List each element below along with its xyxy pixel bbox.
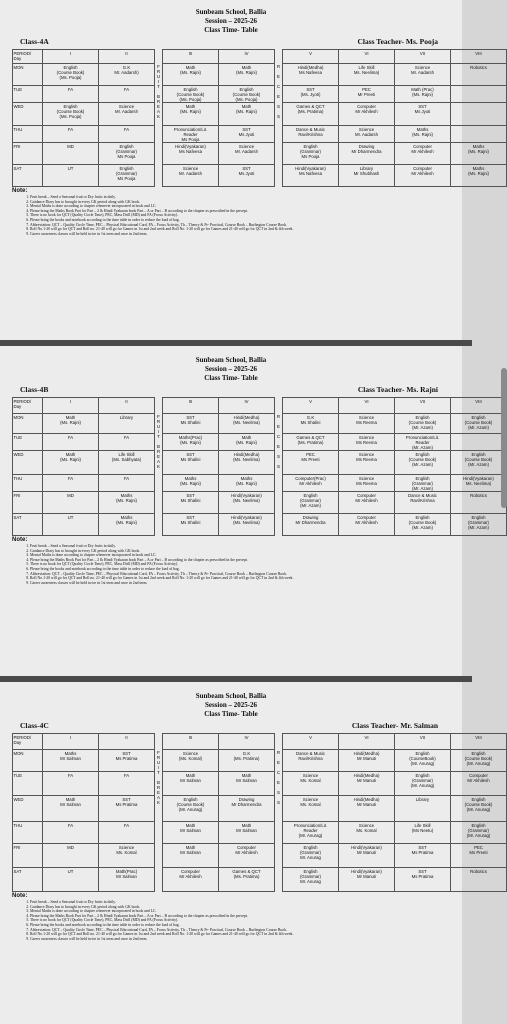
- period-day-header: PERIOD/ Day: [13, 734, 43, 750]
- lesson-cell: SST Ms Shalini: [163, 451, 219, 475]
- lesson-cell: MD: [43, 844, 99, 868]
- lesson-cell: Maths (Ms. Rajni): [99, 492, 155, 514]
- note-item: 2. Guidance Diary has to brought in every GK period along with GK book.: [30, 905, 450, 910]
- lesson-cell: Math (Ms. Rajni): [43, 414, 99, 434]
- notes-list: [12, 195, 450, 236]
- recess-column: R E C E S S: [275, 750, 283, 892]
- lesson-cell: Library Mr Shubhash: [339, 165, 395, 187]
- table-row: [13, 772, 507, 796]
- table-row: [13, 143, 507, 165]
- break-column-header: [275, 398, 283, 414]
- lesson-cell: Games & QCT (Ms. Pratima): [283, 103, 339, 126]
- lesson-cell: UT: [43, 868, 99, 892]
- lesson-cell: English (Grammar) (Mr. Anurag): [451, 822, 507, 844]
- period-header: V: [283, 734, 339, 750]
- lesson-cell: English (Course Book) (Mr. Anurag): [163, 796, 219, 822]
- lesson-cell: English (Grammar) Ms Pooja: [99, 143, 155, 165]
- notes-label: Note:: [12, 188, 28, 194]
- table-row: [13, 434, 507, 451]
- day-cell: WED: [13, 451, 43, 475]
- day-cell: SAT: [13, 868, 43, 892]
- lesson-cell: Drawing Mr Dharmendra: [219, 796, 275, 822]
- note-item: 3. Mental Maths is done according to chapter whenever incorporated in book and LC.: [30, 553, 450, 558]
- lesson-cell: SST Ms Pratima: [99, 796, 155, 822]
- period-header: V: [283, 398, 339, 414]
- lesson-cell: FA: [99, 434, 155, 451]
- lesson-cell: FA: [43, 86, 99, 103]
- table-row: [13, 822, 507, 844]
- note-item: 4. Please bring the Maths Book Part for Part – 2 & Hindi Vyakaran book Part – A or Part – B according to the chapter as prescribed in the precept.: [30, 914, 450, 919]
- lesson-cell: Games & QCT (Ms. Pratima): [219, 868, 275, 892]
- lesson-cell: SST Ms Shalini: [163, 514, 219, 536]
- lesson-cell: Computer Mr Akhilesh: [219, 844, 275, 868]
- class-teacher: Class Teacher- Ms. Rajni: [357, 385, 438, 394]
- lesson-cell: FA: [99, 86, 155, 103]
- lesson-cell: Hindi(Vyakaran) (Ms. Neelima): [219, 514, 275, 536]
- period-header: III: [163, 734, 219, 750]
- lesson-cell: Math(Prac) Mr Salman: [99, 868, 155, 892]
- note-item: 6. Please bring the books and notebook according to the time table in order to reduce the load of bag.: [30, 218, 450, 223]
- lesson-cell: English (Course Book) (Ms. Pooja): [43, 64, 99, 86]
- lesson-cell: Math Mr Salman: [163, 772, 219, 796]
- lesson-cell: Science (Ms. Komal): [163, 750, 219, 772]
- session-label: Session – 2025-26: [204, 17, 258, 25]
- table-row: [13, 414, 507, 434]
- note-item: 6. Please bring the books and notebook according to the time table in order to reduce the load of bag.: [30, 567, 450, 572]
- lesson-cell: English (Course Book) (Mr. Azam): [395, 414, 451, 434]
- lesson-cell: UT: [43, 165, 99, 187]
- period-header: II: [99, 398, 155, 414]
- timetable-title: Class Time- Table: [204, 710, 258, 718]
- note-item: 9. Career awareness classes will be held twice in 1st term and once in 2nd term.: [30, 937, 450, 942]
- lesson-cell: PEC Ms Preeti: [283, 451, 339, 475]
- day-cell: MON: [13, 64, 43, 86]
- lesson-cell: FA: [43, 434, 99, 451]
- lesson-cell: G.K (Ms. Pratima): [219, 750, 275, 772]
- lesson-cell: Computer(Prac) Mr Akhilesh: [283, 475, 339, 492]
- period-header: III: [163, 50, 219, 64]
- lesson-cell: Math (Ms. Rajni): [219, 64, 275, 86]
- lesson-cell: FA: [99, 822, 155, 844]
- lesson-cell: Maths (Ms. Rajni): [99, 514, 155, 536]
- day-cell: SAT: [13, 165, 43, 187]
- day-cell: WED: [13, 103, 43, 126]
- lesson-cell: Science Mr. Aadarsh: [163, 165, 219, 187]
- lesson-cell: English (Course Book) (Mr. Anurag): [451, 750, 507, 772]
- period-header: V: [283, 50, 339, 64]
- lesson-cell: MD: [43, 492, 99, 514]
- period-header: VII: [395, 398, 451, 414]
- timetable-page-4c: [0, 682, 493, 1024]
- lesson-cell: English (Course Book) (Mr. Azam): [451, 414, 507, 434]
- day-cell: FRI: [13, 492, 43, 514]
- lesson-cell: Science Ms. Komal: [283, 796, 339, 822]
- scrollbar[interactable]: [501, 368, 507, 508]
- note-item: 4. Please bring the Maths Book Part for Part – 2 & Hindi Vyakaran book Part – A or Part – B according to the chapter as prescribed in the precept.: [30, 558, 450, 563]
- lesson-cell: Science Mr. Aadarsh: [339, 126, 395, 143]
- class-label: Class-4A: [20, 37, 49, 46]
- fruit-break-column: F R U I T B R E A K: [155, 414, 163, 536]
- lesson-cell: Math (Ms. Rajni): [163, 103, 219, 126]
- lesson-cell: G.K Ms Shalini: [283, 414, 339, 434]
- lesson-cell: Hindi(Vyakaran) Mr Manuti: [339, 868, 395, 892]
- lesson-cell: SST Ms Shalini: [163, 414, 219, 434]
- lesson-cell: FA: [43, 126, 99, 143]
- lesson-cell: English (Grammar) (Mr. Azam): [395, 475, 451, 492]
- fruit-break-column: F R U I T B R E A K: [155, 750, 163, 892]
- lesson-cell: Hindi(Vyakaran) Ms Nafeesa: [163, 143, 219, 165]
- lesson-cell: Computer Mr Akhilesh: [395, 165, 451, 187]
- lesson-cell: Computer Mr Akhilesh: [451, 772, 507, 796]
- table-row: [13, 64, 507, 86]
- lesson-cell: Math Mr Salman: [219, 772, 275, 796]
- lesson-cell: Math (Ms. Rajni): [219, 434, 275, 451]
- break-column-header: [275, 734, 283, 750]
- break-column-header: [275, 50, 283, 64]
- session-label: Session – 2025-26: [204, 701, 258, 709]
- day-cell: SAT: [13, 514, 43, 536]
- lesson-cell: Dance & Music Ravi/Krishna: [283, 126, 339, 143]
- lesson-cell: Maths (Ms. Rajni): [451, 143, 507, 165]
- lesson-cell: Maths Mr Salman: [43, 750, 99, 772]
- break-column-header: [155, 398, 163, 414]
- day-cell: THU: [13, 475, 43, 492]
- table-row: [13, 126, 507, 143]
- lesson-cell: Games & QCT (Ms. Pratima): [283, 434, 339, 451]
- lesson-cell: Maths (Ms. Rajni): [395, 126, 451, 143]
- period-header: VIII: [451, 734, 507, 750]
- class-heading-row: [0, 35, 462, 49]
- timetable-title: Class Time- Table: [204, 26, 258, 34]
- notes-block: [12, 892, 450, 941]
- note-item: 7. Abbreviation: QCT – Quality Circle Time, PEC – Physical Educational Card, FA – Focus Activity, Th – Theory & Pr- Practical, Course Book – Burlington Course Book.: [30, 572, 450, 577]
- period-header: VI: [339, 734, 395, 750]
- lesson-cell: Life Skill (Ms. Sabhyata): [99, 451, 155, 475]
- timetable-page-4b: [0, 346, 494, 676]
- lesson-cell: English (Course Book) (Mr. Azam): [395, 514, 451, 536]
- class-teacher: Class Teacher- Mr. Salman: [351, 721, 438, 730]
- lesson-cell: Math Mr Salman: [43, 796, 99, 822]
- period-header: I: [43, 398, 99, 414]
- lesson-cell: Science Ms. Komal: [339, 822, 395, 844]
- lesson-cell: English (Grammar) Mr. Anurag: [283, 844, 339, 868]
- lesson-cell: FA: [43, 772, 99, 796]
- lesson-cell: Library: [99, 414, 155, 434]
- period-header: I: [43, 50, 99, 64]
- lesson-cell: Science Mr. Aadarsh: [99, 103, 155, 126]
- lesson-cell: FA: [99, 475, 155, 492]
- note-item: 5. There is no book for QCT (Quality Circle Time), PEC, Mass Drill (MD) and FA (Focus Activity).: [30, 918, 450, 923]
- empty-cell: [451, 103, 507, 126]
- lesson-cell: English (Grammar) Mr. Anurag: [283, 868, 339, 892]
- note-item: 1. Fruit break – Send a Seasonal fruit or Dry fruits in daily.: [30, 544, 450, 549]
- lesson-cell: Math (Ms. Rajni): [163, 64, 219, 86]
- day-cell: THU: [13, 126, 43, 143]
- lesson-cell: Drawing Mr Dharmendra: [283, 514, 339, 536]
- table-row: [13, 475, 507, 492]
- empty-cell: [451, 86, 507, 103]
- lesson-cell: English (Course Book) (Ms. Pooja): [219, 86, 275, 103]
- period-header: VIII: [451, 398, 507, 414]
- lesson-cell: SST Ms Jyoti: [219, 165, 275, 187]
- timetable-table: [12, 49, 507, 187]
- lesson-cell: Science Mr. Aadarsh: [395, 64, 451, 86]
- period-header: VII: [395, 50, 451, 64]
- note-item: 7. Abbreviation: QCT – Quality Circle Time, PEC – Physical Educational Card, FA – Focus Activity, Th – Theory & Pr- Practical, Course Book – Burlington Course Book.: [30, 223, 450, 228]
- notes-list: [12, 544, 450, 585]
- lesson-cell: Computer Mr Akhilesh: [395, 143, 451, 165]
- day-cell: FRI: [13, 143, 43, 165]
- table-row: [13, 492, 507, 514]
- lesson-cell: Life Skill Ms. Neelima): [339, 64, 395, 86]
- lesson-cell: Math Mr Salman: [163, 844, 219, 868]
- lesson-cell: SST Ms Pratima: [395, 868, 451, 892]
- lesson-cell: SST Ms Shalini: [163, 492, 219, 514]
- lesson-cell: Pronunciation/Lit. Reader (Mr. Anurag): [283, 822, 339, 844]
- lesson-cell: G.K Mr. Aadarsh): [99, 64, 155, 86]
- note-item: 7. Abbreviation: QCT – Quality Circle Time, PEC – Physical Educational Card, FA – Focus Activity, Th – Theory & Pr- Practical, Course Book – Burlington Course Book.: [30, 928, 450, 933]
- lesson-cell: Library: [395, 796, 451, 822]
- lesson-cell: Science Mr. Aadarsh: [219, 143, 275, 165]
- lesson-cell: Hindi(Medha) Ms Nafeesa: [283, 64, 339, 86]
- lesson-cell: Maths (Ms. Rajni): [163, 475, 219, 492]
- lesson-cell: Hindi(Medha) Mr Manuti: [339, 796, 395, 822]
- table-row: [13, 514, 507, 536]
- lesson-cell: FA: [43, 822, 99, 844]
- lesson-cell: Robotics: [451, 868, 507, 892]
- note-item: 8. Roll No.1-20 will go for QCT and Roll no. 21-40 will go for Games in 1st and 2nd week and Roll No. 1-20 will go for Games and 21-40 will go for QCT in 2nd & 4th week.: [30, 932, 450, 937]
- note-item: 8. Roll No.1-20 will go for QCT and Roll no. 21-40 will go for Games in 1st and 2nd week and Roll No. 1-20 will go for Games and 21-40 will go for QCT in 2nd & 4th week.: [30, 576, 450, 581]
- timetable-title: Class Time- Table: [204, 374, 258, 382]
- lesson-cell: SST Ms Jyoti: [395, 103, 451, 126]
- notes-block: [12, 536, 450, 585]
- table-header-row: [13, 398, 507, 414]
- lesson-cell: English (Course Book) (Mr. Anurag): [451, 796, 507, 822]
- lesson-cell: Math (Ms. Rajni): [43, 451, 99, 475]
- note-item: 9. Career awareness classes will be held twice in 1st term and once in 2nd term.: [30, 581, 450, 586]
- lesson-cell: English (Grammar) (Mr. Anurag): [395, 772, 451, 796]
- table-row: [13, 796, 507, 822]
- table-row: [13, 844, 507, 868]
- notes-block: [12, 187, 450, 236]
- recess-column: R E C E S S: [275, 414, 283, 536]
- recess-column: R E C E S S: [275, 64, 283, 187]
- lesson-cell: Dance & Music Ravi/Krishna: [283, 750, 339, 772]
- lesson-cell: Hindi(Vyakaran) Ms. Neelima): [451, 475, 507, 492]
- lesson-cell: SST Ms Jyoti: [219, 126, 275, 143]
- note-item: 2. Guidance Diary has to brought in every GK period along with GK book.: [30, 549, 450, 554]
- period-header: I: [43, 734, 99, 750]
- day-cell: MON: [13, 750, 43, 772]
- note-item: 5. There is no book for QCT (Quality Circle Time), PEC, Mass Drill (MD) and FA (Focus Activity).: [30, 213, 450, 218]
- period-header: VI: [339, 398, 395, 414]
- note-item: 1. Fruit break – Send a Seasonal fruit or Dry fruits in daily.: [30, 195, 450, 200]
- lesson-cell: Math (Prac) (Ms. Rajni): [395, 86, 451, 103]
- timetable-table: [12, 397, 507, 536]
- period-header: IV: [219, 50, 275, 64]
- lesson-cell: English (Course Book) (Ms. Pooja): [163, 86, 219, 103]
- note-item: 6. Please bring the books and notebook according to the time table in order to reduce the load of bag.: [30, 923, 450, 928]
- class-label: Class-4B: [20, 385, 49, 394]
- lesson-cell: MD: [43, 143, 99, 165]
- break-column-header: [155, 50, 163, 64]
- period-header: II: [99, 50, 155, 64]
- empty-cell: [451, 126, 507, 143]
- period-header: II: [99, 734, 155, 750]
- lesson-cell: PEC Ms Preeti: [451, 844, 507, 868]
- period-header: IV: [219, 734, 275, 750]
- lesson-cell: Science Ms Reema: [339, 451, 395, 475]
- lesson-cell: English (Grammar) Ms Pooja: [283, 143, 339, 165]
- day-cell: TUE: [13, 86, 43, 103]
- table-row: [13, 451, 507, 475]
- table-row: [13, 86, 507, 103]
- lesson-cell: SST (Ms. Jyoti): [283, 86, 339, 103]
- school-name: Sunbeam School, Ballia: [195, 8, 267, 16]
- notes-list: [12, 900, 450, 941]
- lesson-cell: English (Grammar) (Mr. Azam): [451, 514, 507, 536]
- lesson-cell: Maths(Prac) (Ms. Rajni): [163, 434, 219, 451]
- class-label: Class-4C: [20, 721, 49, 730]
- lesson-cell: Hindi(Medha) (Ms. Neelima): [219, 414, 275, 434]
- lesson-cell: English (Course Book) (Ms. Pooja): [43, 103, 99, 126]
- note-item: 3. Mental Maths is done according to chapter whenever incorporated in book and LC.: [30, 909, 450, 914]
- lesson-cell: Hindi(Vyakaran) (Ms. Neelima): [219, 492, 275, 514]
- period-day-header: PERIOD/ Day: [13, 398, 43, 414]
- lesson-cell: Computer Mr Akhilesh: [339, 492, 395, 514]
- break-column-header: [155, 734, 163, 750]
- timetable-page-4a: [0, 0, 489, 340]
- note-item: 9. Career awareness classes will be held twice in 1st term and once in 2nd term.: [30, 232, 450, 237]
- lesson-cell: Computer Mr Akhilesh: [339, 103, 395, 126]
- table-row: [13, 750, 507, 772]
- lesson-cell: Science Ms Reema: [339, 414, 395, 434]
- lesson-cell: Science Ms. Komal: [283, 772, 339, 796]
- lesson-cell: Math Mr Salman: [163, 822, 219, 844]
- lesson-cell: Hindi(Medha) Mr Manuti: [339, 750, 395, 772]
- lesson-cell: English (Course Book) (Mr. Azam): [451, 451, 507, 475]
- lesson-cell: FA: [43, 475, 99, 492]
- day-cell: WED: [13, 796, 43, 822]
- table-header-row: [13, 734, 507, 750]
- table-row: [13, 868, 507, 892]
- lesson-cell: Maths (Ms. Rajni): [219, 475, 275, 492]
- table-row: [13, 103, 507, 126]
- day-cell: TUE: [13, 772, 43, 796]
- lesson-cell: Computer Mr Akhilesh: [339, 514, 395, 536]
- lesson-cell: Dance & Music Ravi/Krishna: [395, 492, 451, 514]
- class-heading-row: [0, 719, 462, 733]
- lesson-cell: FA: [99, 772, 155, 796]
- lesson-cell: English (CourseBook) (Mr. Anurag): [395, 750, 451, 772]
- period-header: VII: [395, 734, 451, 750]
- table-header-row: [13, 50, 507, 64]
- period-header: III: [163, 398, 219, 414]
- lesson-cell: English (Grammar) (Mr. Azam): [283, 492, 339, 514]
- table-row: [13, 165, 507, 187]
- lesson-cell: PEC Mr Preeti: [339, 86, 395, 103]
- school-name: Sunbeam School, Ballia: [195, 692, 267, 700]
- lesson-cell: Life Skill (Ms Neetu): [395, 822, 451, 844]
- lesson-cell: Hindi(Vyakaran) Ms Nafeesa: [283, 165, 339, 187]
- empty-cell: [451, 434, 507, 451]
- class-teacher: Class Teacher- Ms. Pooja: [357, 37, 438, 46]
- day-cell: THU: [13, 822, 43, 844]
- lesson-cell: Drawing Mr Dharmendra: [339, 143, 395, 165]
- timetable-table: [12, 733, 507, 892]
- lesson-cell: Hindi(Vyakaran) Mr Manuti: [339, 844, 395, 868]
- note-item: 1. Fruit break – Send a Seasonal fruit or Dry fruits in daily.: [30, 900, 450, 905]
- lesson-cell: Science Ms Reema: [339, 475, 395, 492]
- notes-label: Note:: [12, 537, 28, 543]
- lesson-cell: Hindi(Medha) (Ms. Neelima): [219, 451, 275, 475]
- note-item: 3. Mental Maths is done according to chapter whenever incorporated in book and LC.: [30, 204, 450, 209]
- day-cell: FRI: [13, 844, 43, 868]
- lesson-cell: SST Ms Pratima: [395, 844, 451, 868]
- period-header: VIII: [451, 50, 507, 64]
- class-heading-row: [0, 383, 462, 397]
- note-item: 5. There is no book for QCT (Quality Circle Time), PEC, Mass Drill (MD) and FA (Focus Activity).: [30, 562, 450, 567]
- lesson-cell: Math Mr Salman: [219, 822, 275, 844]
- lesson-cell: English (Grammar) Ms Pooja: [99, 165, 155, 187]
- period-header: IV: [219, 398, 275, 414]
- lesson-cell: Robotics: [451, 64, 507, 86]
- day-cell: MON: [13, 414, 43, 434]
- lesson-cell: SST Ms Pratima: [99, 750, 155, 772]
- lesson-cell: Science Ms. Komal: [99, 844, 155, 868]
- lesson-cell: UT: [43, 514, 99, 536]
- note-item: 8. Roll No.1-20 will go for QCT and Roll no. 21-40 will go for Games in 1st and 2nd week and Roll No. 1-20 will go for Games and 21-40 will go for QCT in 2nd & 4th week.: [30, 227, 450, 232]
- fruit-break-column: F R U I T B R E A K: [155, 64, 163, 187]
- lesson-cell: Hindi(Medha) Mr Manuti: [339, 772, 395, 796]
- lesson-cell: FA: [99, 126, 155, 143]
- lesson-cell: Pronunciation/Lit. Reader (Mr. Azam): [395, 434, 451, 451]
- day-cell: TUE: [13, 434, 43, 451]
- lesson-cell: Science Ms Reema: [339, 434, 395, 451]
- note-item: 2. Guidance Diary has to brought in every GK period along with GK book.: [30, 200, 450, 205]
- lesson-cell: Pronunciation/Lit. Reader Ms Pooja: [163, 126, 219, 143]
- note-item: 4. Please bring the Maths Book Part for Part – 2 & Hindi Vyakaran book Part – A or Part – B according to the chapter as prescribed in the precept.: [30, 209, 450, 214]
- lesson-cell: Math (Ms. Rajni): [219, 103, 275, 126]
- school-name: Sunbeam School, Ballia: [195, 356, 267, 364]
- notes-label: Note:: [12, 893, 28, 899]
- lesson-cell: Computer Mr Akhilesh: [163, 868, 219, 892]
- period-day-header: PERIOD/ Day: [13, 50, 43, 64]
- session-label: Session – 2025-26: [204, 365, 258, 373]
- lesson-cell: Robotics: [451, 492, 507, 514]
- lesson-cell: Maths (Ms. Rajni): [451, 165, 507, 187]
- lesson-cell: English (Course Book) (Mr. Azam): [395, 451, 451, 475]
- period-header: VI: [339, 50, 395, 64]
